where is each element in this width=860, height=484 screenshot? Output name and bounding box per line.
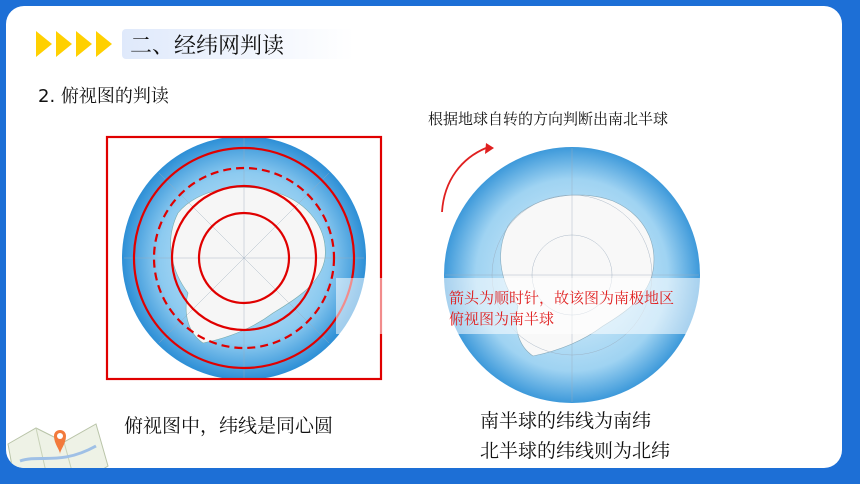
right-caption-line-2: 北半球的纬线则为北纬 [480, 440, 671, 462]
slide-frame [6, 6, 842, 468]
bottom-bar [0, 468, 860, 484]
callout-line-1: 箭头为顺时针，故该图为南极地区 [449, 289, 675, 307]
page-title: 二、经纬网判读 [130, 33, 285, 59]
rotation-note: 根据地球自转的方向判断出南北半球 [428, 110, 669, 128]
right-caption-line-1: 南半球的纬线为南纬 [480, 410, 652, 432]
callout-line-2: 俯视图为南半球 [449, 310, 555, 328]
rotation-arrow-icon [434, 140, 504, 220]
hemisphere-callout [449, 288, 674, 330]
section-subtitle: 2. 俯视图的判读 [38, 86, 169, 107]
title-bar [36, 28, 354, 60]
left-polar-map [103, 133, 385, 383]
map-pin-icon [6, 406, 112, 468]
chevron-icon [36, 31, 116, 57]
right-caption [480, 406, 670, 466]
title-pill [122, 29, 354, 59]
left-caption: 俯视图中，纬线是同心圆 [124, 415, 334, 437]
